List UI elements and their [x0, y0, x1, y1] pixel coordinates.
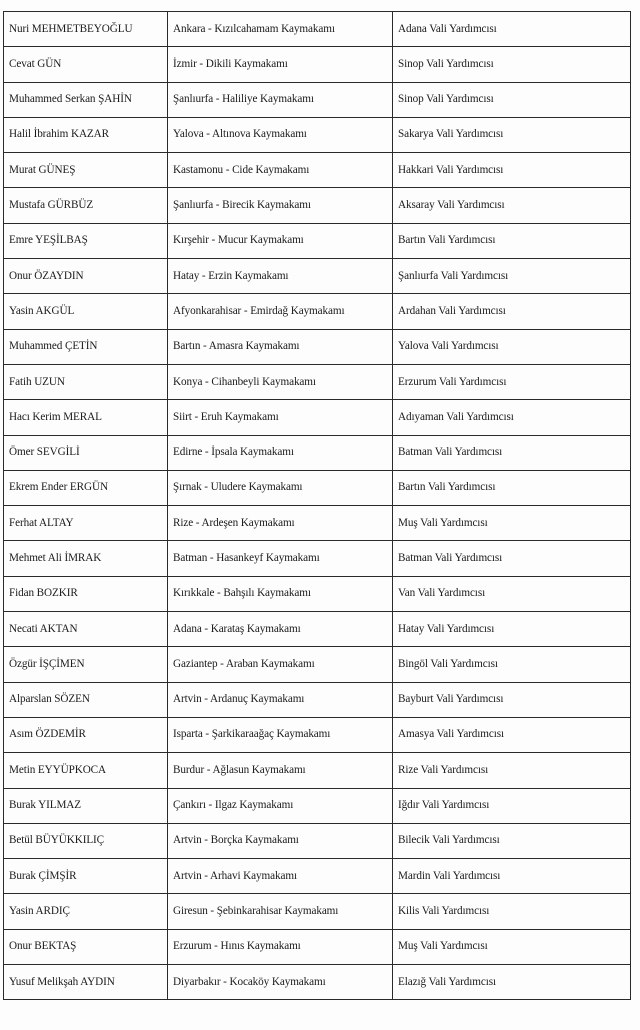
current-post-cell: Giresun - Şebinkarahisar Kaymakamı: [168, 894, 393, 929]
table-row: [4, 435, 631, 470]
new-post-cell: Erzurum Vali Yardımcısı: [393, 364, 631, 399]
name-cell: Halil İbrahim KAZAR: [4, 117, 168, 152]
name-cell: Emre YEŞİLBAŞ: [4, 223, 168, 258]
table-row: [4, 823, 631, 858]
table-row: [4, 612, 631, 647]
current-post-cell: Artvin - Borçka Kaymakamı: [168, 823, 393, 858]
new-post-cell: Ardahan Vali Yardımcısı: [393, 294, 631, 329]
table-row: [4, 47, 631, 82]
name-cell: Hacı Kerim MERAL: [4, 400, 168, 435]
table-row: [4, 859, 631, 894]
name-cell: Ekrem Ender ERGÜN: [4, 470, 168, 505]
new-post-cell: Elazığ Vali Yardımcısı: [393, 965, 631, 1000]
table-row: [4, 965, 631, 1000]
current-post-cell: Ankara - Kızılcahamam Kaymakamı: [168, 12, 393, 47]
new-post-cell: Batman Vali Yardımcısı: [393, 541, 631, 576]
table-row: [4, 400, 631, 435]
name-cell: Alparslan SÖZEN: [4, 682, 168, 717]
name-cell: Özgür İŞÇİMEN: [4, 647, 168, 682]
name-cell: Nuri MEHMETBEYOĞLU: [4, 12, 168, 47]
current-post-cell: Şırnak - Uludere Kaymakamı: [168, 470, 393, 505]
name-cell: Metin EYYÜPKOCA: [4, 753, 168, 788]
table-row: [4, 364, 631, 399]
name-cell: Yasin ARDIÇ: [4, 894, 168, 929]
current-post-cell: Çankırı - Ilgaz Kaymakamı: [168, 788, 393, 823]
new-post-cell: Şanlıurfa Vali Yardımcısı: [393, 259, 631, 294]
name-cell: Burak ÇİMŞİR: [4, 859, 168, 894]
current-post-cell: Şanlıurfa - Birecik Kaymakamı: [168, 188, 393, 223]
new-post-cell: Sinop Vali Yardımcısı: [393, 47, 631, 82]
new-post-cell: Bartın Vali Yardımcısı: [393, 470, 631, 505]
current-post-cell: Yalova - Altınova Kaymakamı: [168, 117, 393, 152]
current-post-cell: Isparta - Şarkikaraağaç Kaymakamı: [168, 717, 393, 752]
table-row: [4, 329, 631, 364]
name-cell: Murat GÜNEŞ: [4, 153, 168, 188]
table-row: [4, 153, 631, 188]
table-row: [4, 647, 631, 682]
current-post-cell: Rize - Ardeşen Kaymakamı: [168, 506, 393, 541]
current-post-cell: Artvin - Ardanuç Kaymakamı: [168, 682, 393, 717]
name-cell: Onur ÖZAYDIN: [4, 259, 168, 294]
assignments-table: [3, 11, 631, 1000]
table-row: [4, 929, 631, 964]
table-row: [4, 506, 631, 541]
name-cell: Asım ÖZDEMİR: [4, 717, 168, 752]
current-post-cell: Erzurum - Hınıs Kaymakamı: [168, 929, 393, 964]
name-cell: Muhammed Serkan ŞAHİN: [4, 82, 168, 117]
name-cell: Betül BÜYÜKKILIÇ: [4, 823, 168, 858]
new-post-cell: Adana Vali Yardımcısı: [393, 12, 631, 47]
current-post-cell: Artvin - Arhavi Kaymakamı: [168, 859, 393, 894]
table-row: [4, 188, 631, 223]
table-row: [4, 576, 631, 611]
new-post-cell: Iğdır Vali Yardımcısı: [393, 788, 631, 823]
new-post-cell: Bilecik Vali Yardımcısı: [393, 823, 631, 858]
current-post-cell: Kırıkkale - Bahşılı Kaymakamı: [168, 576, 393, 611]
name-cell: Muhammed ÇETİN: [4, 329, 168, 364]
new-post-cell: Sinop Vali Yardımcısı: [393, 82, 631, 117]
table-row: [4, 470, 631, 505]
current-post-cell: Gaziantep - Araban Kaymakamı: [168, 647, 393, 682]
current-post-cell: Bartın - Amasra Kaymakamı: [168, 329, 393, 364]
table-row: [4, 223, 631, 258]
name-cell: Yasin AKGÜL: [4, 294, 168, 329]
current-post-cell: Adana - Karataş Kaymakamı: [168, 612, 393, 647]
table-row: [4, 82, 631, 117]
current-post-cell: Burdur - Ağlasun Kaymakamı: [168, 753, 393, 788]
new-post-cell: Hatay Vali Yardımcısı: [393, 612, 631, 647]
new-post-cell: Batman Vali Yardımcısı: [393, 435, 631, 470]
new-post-cell: Sakarya Vali Yardımcısı: [393, 117, 631, 152]
new-post-cell: Muş Vali Yardımcısı: [393, 929, 631, 964]
current-post-cell: Kastamonu - Cide Kaymakamı: [168, 153, 393, 188]
table-row: [4, 294, 631, 329]
new-post-cell: Bartın Vali Yardımcısı: [393, 223, 631, 258]
current-post-cell: Şanlıurfa - Haliliye Kaymakamı: [168, 82, 393, 117]
table-row: [4, 117, 631, 152]
current-post-cell: Edirne - İpsala Kaymakamı: [168, 435, 393, 470]
table-row: [4, 717, 631, 752]
name-cell: Cevat GÜN: [4, 47, 168, 82]
table-row: [4, 753, 631, 788]
new-post-cell: Amasya Vali Yardımcısı: [393, 717, 631, 752]
table-row: [4, 894, 631, 929]
table-row: [4, 541, 631, 576]
name-cell: Onur BEKTAŞ: [4, 929, 168, 964]
current-post-cell: Kırşehir - Mucur Kaymakamı: [168, 223, 393, 258]
name-cell: Fatih UZUN: [4, 364, 168, 399]
new-post-cell: Kilis Vali Yardımcısı: [393, 894, 631, 929]
table-row: [4, 788, 631, 823]
name-cell: Ömer SEVGİLİ: [4, 435, 168, 470]
new-post-cell: Bingöl Vali Yardımcısı: [393, 647, 631, 682]
table-row: [4, 12, 631, 47]
new-post-cell: Adıyaman Vali Yardımcısı: [393, 400, 631, 435]
name-cell: Mehmet Ali İMRAK: [4, 541, 168, 576]
name-cell: Necati AKTAN: [4, 612, 168, 647]
name-cell: Fidan BOZKIR: [4, 576, 168, 611]
current-post-cell: İzmir - Dikili Kaymakamı: [168, 47, 393, 82]
current-post-cell: Batman - Hasankeyf Kaymakamı: [168, 541, 393, 576]
current-post-cell: Diyarbakır - Kocaköy Kaymakamı: [168, 965, 393, 1000]
table-row: [4, 259, 631, 294]
new-post-cell: Bayburt Vali Yardımcısı: [393, 682, 631, 717]
new-post-cell: Yalova Vali Yardımcısı: [393, 329, 631, 364]
assignments-table-body: [4, 12, 631, 1000]
name-cell: Mustafa GÜRBÜZ: [4, 188, 168, 223]
current-post-cell: Hatay - Erzin Kaymakamı: [168, 259, 393, 294]
table-row: [4, 682, 631, 717]
new-post-cell: Mardin Vali Yardımcısı: [393, 859, 631, 894]
name-cell: Burak YILMAZ: [4, 788, 168, 823]
current-post-cell: Afyonkarahisar - Emirdağ Kaymakamı: [168, 294, 393, 329]
name-cell: Ferhat ALTAY: [4, 506, 168, 541]
new-post-cell: Hakkari Vali Yardımcısı: [393, 153, 631, 188]
new-post-cell: Muş Vali Yardımcısı: [393, 506, 631, 541]
current-post-cell: Siirt - Eruh Kaymakamı: [168, 400, 393, 435]
new-post-cell: Rize Vali Yardımcısı: [393, 753, 631, 788]
new-post-cell: Van Vali Yardımcısı: [393, 576, 631, 611]
current-post-cell: Konya - Cihanbeyli Kaymakamı: [168, 364, 393, 399]
new-post-cell: Aksaray Vali Yardımcısı: [393, 188, 631, 223]
name-cell: Yusuf Melikşah AYDIN: [4, 965, 168, 1000]
